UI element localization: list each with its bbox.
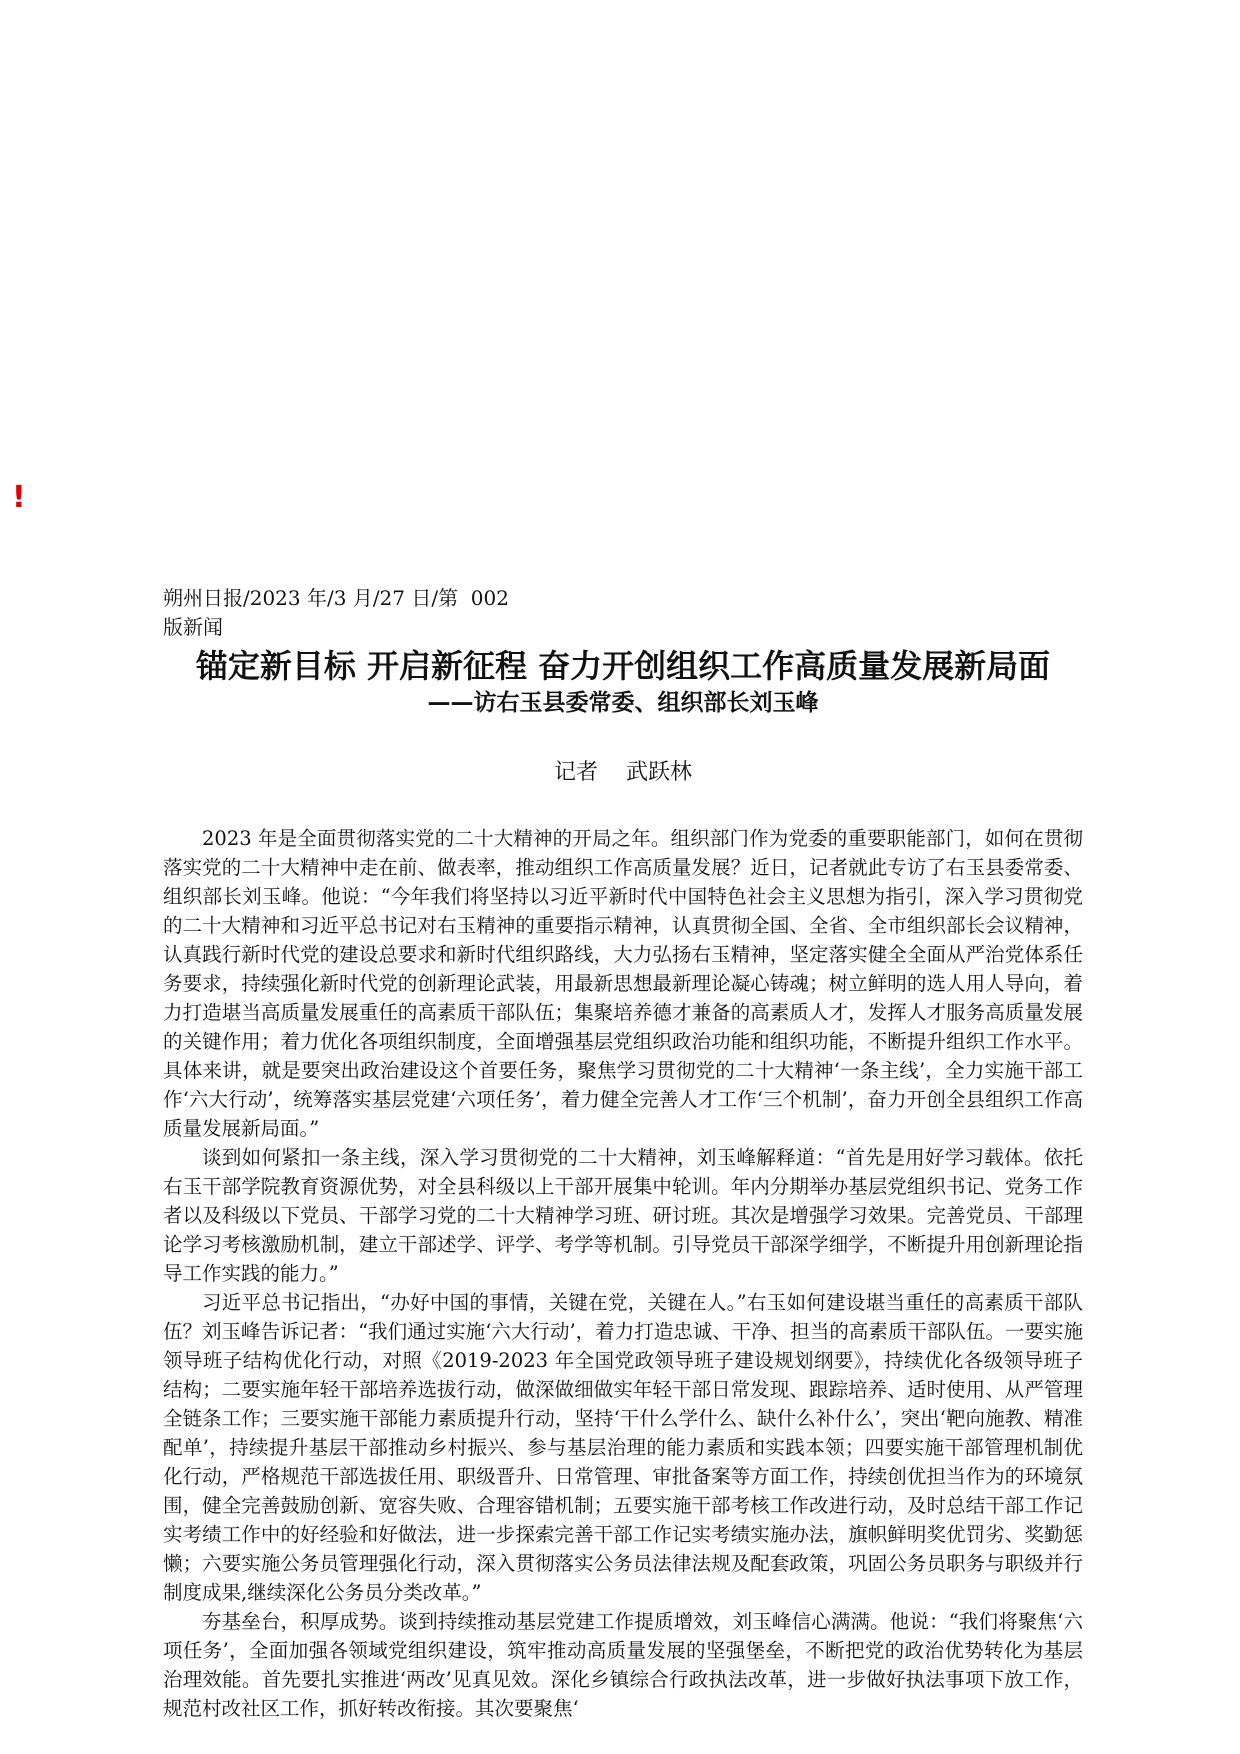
article-subtitle: ——访右玉县委常委、组织部长刘玉峰 xyxy=(427,690,819,716)
byline: 记者 武跃林 xyxy=(554,760,692,785)
paragraph: 习近平总书记指出，“办好中国的事情，关键在党，关键在人。”右玉如何建设堪当重任的高素质干部队伍？刘玉峰告诉记者：“我们通过实施‘六大行动’，着力打造忠诚、干净、担当的高素质干部队伍。一要实施领导班子结构优化行动，对照《2019-2023 年全国党政领导班子建设规划纲要》，持续优化各级领导班子结构；二要实施年轻干部培养选拔行动，做深做细做实年轻干部日常发现、跟踪培养、适时使用、从严管理全链条工作；三要实施干部能力素质提升行动，坚持‘干什么学什么、缺什么补什么’，突出‘靶向施教、精准配单’，持续提升基层干部推动乡村振兴、参与基层治理的能力素质和实践本领；四要实施干部管理机制优化行动，严格规范干部选拔任用、职级晋升、日常管理、审批备案等方面工作，持续创优担当作为的环境氛围，健全完善鼓励创新、宽容失败、合理容错机制；五要实施干部考核工作改进行动，及时总结干部工作记实考绩工作中的好经验和好做法，进一步探索完善干部工作记实考绩实施办法，旗帜鲜明奖优罚劣、奖勤惩懒；六要实施公务员管理强化行动，深入贯彻落实公务员法律法规及配套政策，巩固公务员职务与职级并行制度成果,继续深化公务员分类改革。” xyxy=(163,1291,1083,1604)
source-line: 朔州日报/2023 年/3 月/27 日/第 002 xyxy=(163,586,509,610)
article xyxy=(163,584,1083,1723)
source-line-continued: 版新闻 xyxy=(163,615,223,639)
article-body xyxy=(163,824,1083,1723)
warning-mark: ! xyxy=(12,480,26,515)
paragraph: 夯基垒台，积厚成势。谈到持续推动基层党建工作提质增效，刘玉峰信心满满。他说：“我们将聚焦‘六项任务’，全面加强各领域党组织建设，筑牢推动高质量发展的坚强堡垒，不断把党的政治优势转化为基层治理效能。首先要扎实推进‘两改’见真见效。深化乡镇综合行政执法改革，进一步做好执法事项下放工作，规范村改社区工作，抓好转改衔接。其次要聚焦‘ xyxy=(163,1610,1083,1720)
paragraph: 谈到如何紧扣一条主线，深入学习贯彻党的二十大精神，刘玉峰解释道：“首先是用好学习载体。依托右玉干部学院教育资源优势，对全县科级以上干部开展集中轮训。年内分期举办基层党组织书记、党务工作者以及科级以下党员、干部学习党的二十大精神学习班、研讨班。其次是增强学习效果。完善党员、干部理论学习考核激励机制，建立干部述学、评学、考学等机制。引导党员干部深学细学，不断提升用创新理论指导工作实践的能力。” xyxy=(163,1146,1083,1285)
paragraph: 2023 年是全面贯彻落实党的二十大精神的开局之年。组织部门作为党委的重要职能部门，如何在贯彻落实党的二十大精神中走在前、做表率，推动组织工作高质量发展？近日，记者就此专访了右玉县委常委、组织部长刘玉峰。他说：“今年我们将坚持以习近平新时代中国特色社会主义思想为指引，深入学习贯彻党的二十大精神和习近平总书记对右玉精神的重要指示精神，认真贯彻全国、全省、全市组织部长会议精神，认真践行新时代党的建设总要求和新时代组织路线，大力弘扬右玉精神，坚定落实健全全面从严治党体系任务要求，持续强化新时代党的创新理论武装，用最新思想最新理论凝心铸魂；树立鲜明的选人用人导向，着力打造堪当高质量发展重任的高素质干部队伍；集聚培养德才兼备的高素质人才，发挥人才服务高质量发展的关键作用；着力优化各项组织制度，全面增强基层党组织政治功能和组织功能，不断提升组织工作水平。具体来讲，就是要突出政治建设这个首要任务，聚焦学习贯彻党的二十大精神‘一条主线’，全力实施干部工作‘六大行动’，统筹落实基层党建‘六项任务’，着力健全完善人才工作‘三个机制’，奋力开创全县组织工作高质量发展新局面。” xyxy=(163,827,1083,1140)
article-title: 锚定新目标 开启新征程 奋力开创组织工作高质量发展新局面 xyxy=(195,647,1051,685)
